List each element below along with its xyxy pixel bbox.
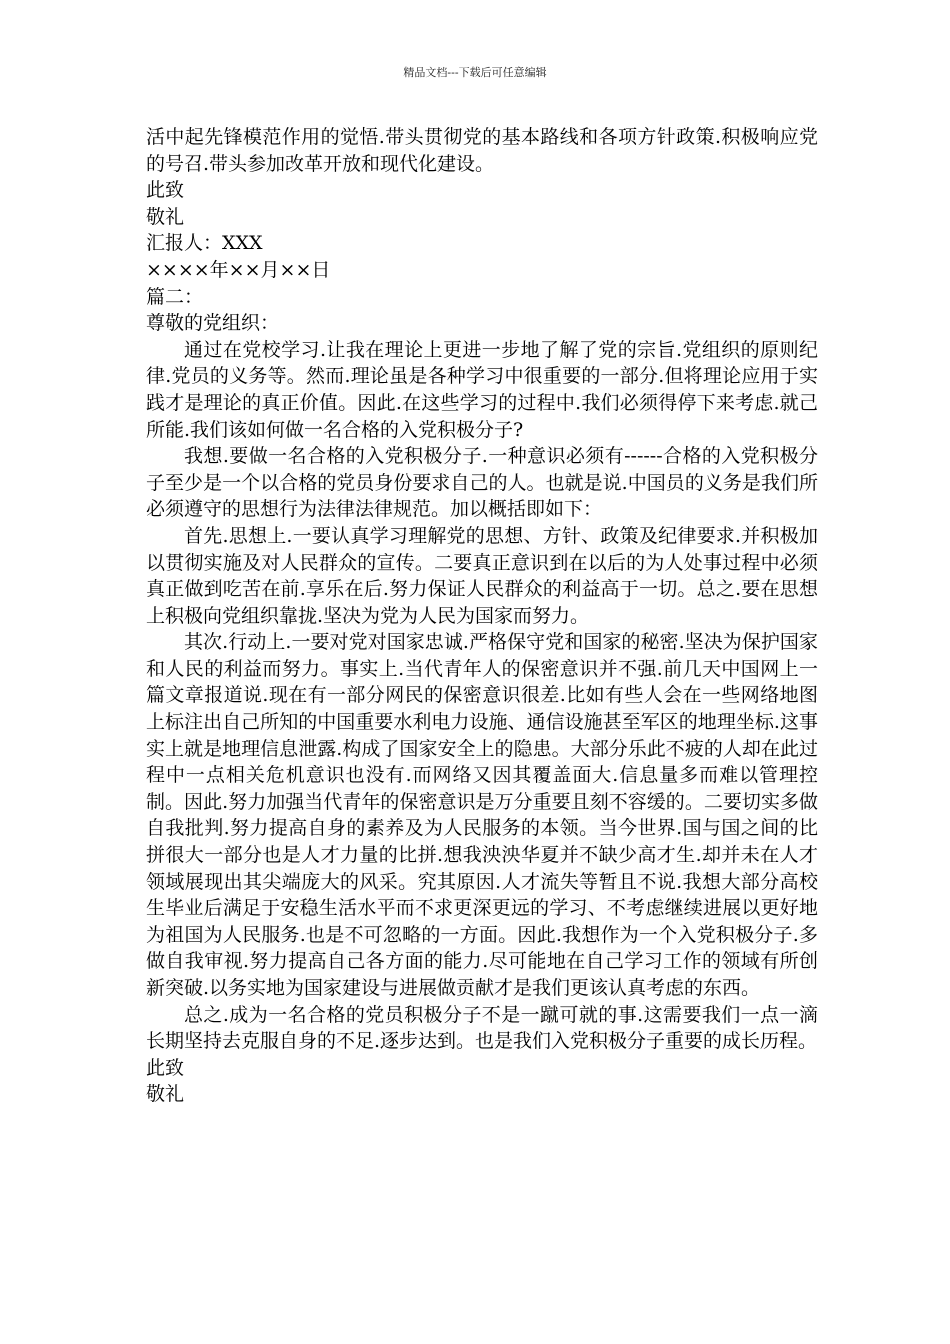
paragraph-5: 总之.成为一名合格的党员积极分子不是一蹴可就的事.这需要我们一点一滴长期坚持去克服自身的不足.逐步达到。也是我们入党积极分子重要的成长历程。 [146,1003,818,1053]
paragraph-3: 首先.思想上.一要认真学习理解党的思想、方针、政策及纪律要求.并积极加以贯彻实施及对人民群众的宣传。二要真正意识到在以后的为人处事过程中必须真正做到吃苦在前.享乐在后.努力保证人民群众的利益高于一切。总之.要在思想上积极向党组织靠拢.坚决为党为人民为国家而努力。 [146,524,818,627]
page-header: 精品文档---下载后可任意编辑 [403,66,547,79]
paragraph-2: 我想.要做一名合格的入党积极分子.一种意识必须有------合格的入党积极分子至少是一个以合格的党员身份要求自己的人。也就是说.中国员的义务是我们所必须遵守的思想行为法律法律规范。加以概括即如下： [146,445,818,521]
paragraph-4: 其次.行动上.一要对党对国家忠诚.严格保守党和国家的秘密.坚决为保护国家和人民的利益而努力。事实上.当代青年人的保密意识并不强.前几天中国网上一篇文章报道说.现在有一部分网民的保密意识很差.比如有些人会在一些网络地图上标注出自己所知的中国重要水利电力设施、通信设施甚至军区的地理坐标.这事实上就是地理信息泄露.构成了国家安全上的隐患。大部分乐此不疲的人却在此过程中一点相关危机意识也没有.而网络又因其覆盖面大.信息量多而难以管理控制。因此.努力加强当代青年的保密意识是万分重要且刻不容缓的。二要切实多做自我批判.努力提高自身的素养及为人民服务的本领。当今世界.国与国之间的比拼很大一部分也是人才力量的比拼.想我泱泱华夏并不缺少高才生.却并未在人才领域展现出其尖端庞大的风采。究其原因.人才流失等暂且不说.我想大部分高校生毕业后满足于安稳生活水平而不求更深更远的学习、不考虑继续进展以更好地为祖国为人民服务.也是不可忽略的一方面。因此.我想作为一个入党积极分子.多做自我审视.努力提高自己各方面的能力.尽可能地在自己学习工作的领域有所创新突破.以务实地为国家建设与进展做贡献才是我们更该认真考虑的东西。 [146,631,818,999]
section-heading: 篇二： [146,285,204,308]
paragraph-continued: 活中起先锋模范作用的觉悟.带头贯彻党的基本路线和各项方针政策.积极响应党的号召.带头参加改革开放和现代化建设。 [146,126,818,175]
greeting-line: 尊敬的党组织： [146,312,280,335]
date-line: ××××年××月××日 [146,258,331,281]
document-body [146,124,818,1108]
salute-line-2: 敬礼 [146,1083,185,1106]
paragraph-1: 通过在党校学习.让我在理论上更进一步地了解了党的宗旨.党组织的原则纪律.党员的义务等。然而.理论虽是各种学习中很重要的一部分.但将理论应用于实践才是理论的真正价值。因此.在这些学习的过程中.我们必须得停下来考虑.就己所能.我们该如何做一名合格的入党积极分子? [146,338,818,441]
reporter-line: 汇报人：XXX [146,232,263,255]
salute-line-1: 敬礼 [146,205,185,228]
closing-line-2: 此致 [146,1056,185,1079]
closing-line-1: 此致 [146,179,185,202]
